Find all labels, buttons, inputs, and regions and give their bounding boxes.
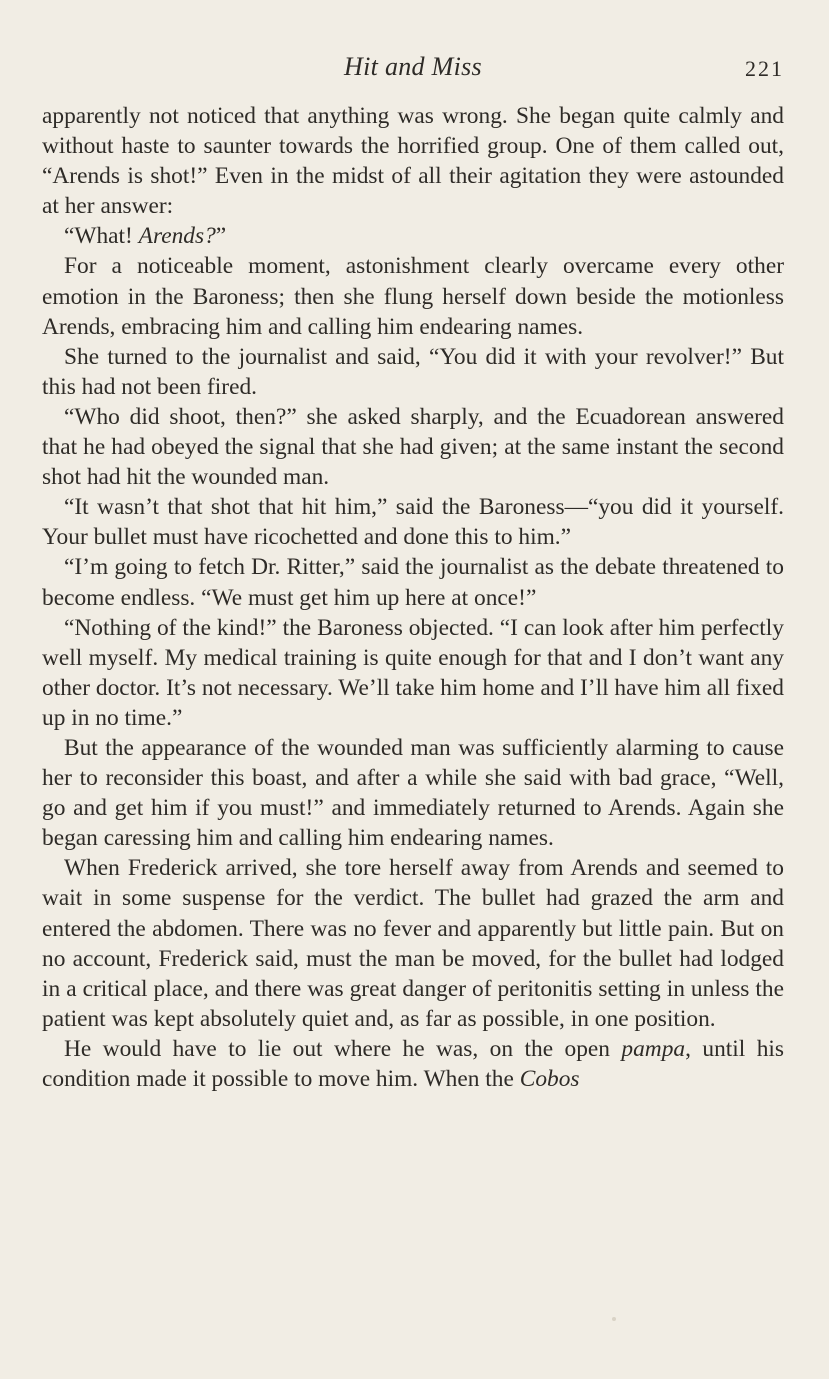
paragraph-4: She turned to the journalist and said, “You did it with your revolver!” But this had not been fired. xyxy=(42,343,784,400)
paragraph-7: “I’m going to fetch Dr. Ritter,” said the journalist as the debate threatened to become endless. “We must get him up here at once!” xyxy=(42,554,784,611)
paragraph-2-text: “What! xyxy=(64,223,139,250)
paragraph-5: “Who did shoot, then?” she asked sharply, and the Ecuadorean answered that he had obeyed the signal that she had given; at the same instant the second shot had hit the wounded man. xyxy=(42,403,784,491)
paper-speck xyxy=(612,1317,616,1321)
body-text xyxy=(42,101,784,1094)
paragraph-3: For a noticeable moment, astonishment clearly overcame every other emotion in the Baroness; then she flung herself down beside the motionless Arends, embracing him and calling him endearing names. xyxy=(42,253,784,340)
running-head xyxy=(42,52,784,92)
paragraph-11-text: He would have to lie out where he was, on the open xyxy=(64,1035,622,1062)
paragraph-1: apparently not noticed that anything was wrong. She began quite calmly and without haste to saunter towards the horrified group. One of them called out, “Arends is shot!” Even in the midst of all their agitation they were astounded at her answer: xyxy=(42,103,784,220)
paragraph-2-emphasis: Arends? xyxy=(138,223,216,250)
paragraph-11-emphasis-pampa: pampa xyxy=(621,1035,686,1062)
paragraph-9: But the appearance of the wounded man was sufficiently alarming to cause her to reconsider this boast, and after a while she said with bad grace, “Well, go and get him if you must!” and immediately returned to Arends. Again she began caressing him and calling him endearing names. xyxy=(42,734,784,852)
paragraph-2 xyxy=(42,221,784,251)
paragraph-10: When Frederick arrived, she tore herself away from Arends and seemed to wait in some suspense for the verdict. The bullet had grazed the arm and entered the abdomen. There was no fever and apparently but little pain. But on no account, Frederick said, must the man be moved, for the bullet had lodged in a critical place, and there was great danger of peritonitis setting in unless the patient was kept absolutely quiet and, as far as possible, in one position. xyxy=(42,855,784,1032)
paragraph-11-text-continued: , until his condition made it possible to move him. When the xyxy=(42,1035,784,1092)
paragraph-8: “Nothing of the kind!” the Baroness objected. “I can look after him perfectly well myself. My medical training is quite enough for that and I don’t want any other doctor. It’s not necessary. We’ll take him home and I’ll have him all fixed up in no time.” xyxy=(42,614,784,731)
page-number: 221 xyxy=(745,56,784,81)
paragraph-11-emphasis-cobos: Cobos xyxy=(519,1066,580,1092)
paragraph-11 xyxy=(42,1034,784,1094)
running-title: Hit and Miss xyxy=(344,52,482,81)
paragraph-2-closing-quote: ” xyxy=(215,223,227,250)
paragraph-6: “It wasn’t that shot that hit him,” said the Baroness—“you did it yourself. Your bullet must have ricochetted and done this to him.” xyxy=(42,494,784,551)
